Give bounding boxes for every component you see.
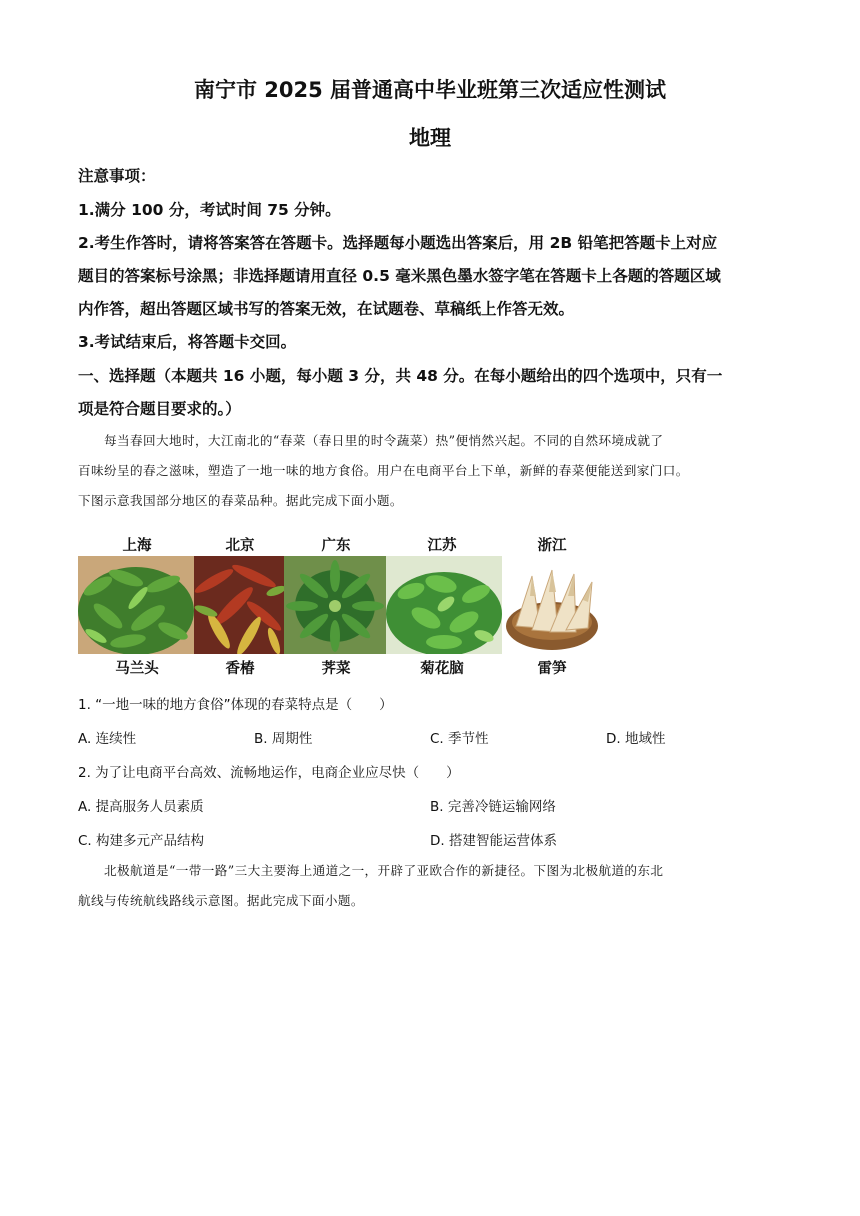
xiangchun-photo	[194, 556, 284, 654]
note-item-2-cont: 题目的答案标号涂黑；非选择题请用直径 0.5 毫米黑色墨水签字笔在答题卡上各题的答题区域	[78, 267, 721, 285]
passage-line: 北极航道是“一带一路”三大主要海上通道之一，开辟了亚欧合作的新捷径。下图为北极航道的东北	[104, 863, 664, 878]
vegetable-label: 荠菜	[321, 661, 351, 677]
passage-line: 百味纷呈的春之滋味，塑造了一地一味的地方食俗。用户在电商平台上下单，新鲜的春菜便能送到家门口。	[78, 463, 689, 478]
note-item-1: 1.满分 100 分，考试时间 75 分钟。	[78, 201, 341, 219]
region-label: 江苏	[427, 538, 457, 554]
q1-option-a: A. 连续性	[78, 731, 137, 747]
region-label: 上海	[122, 538, 152, 554]
passage-line: 下图示意我国部分地区的春菜品种。据此完成下面小题。	[78, 493, 403, 508]
note-item-2: 2.考生作答时，请将答案答在答题卡。选择题每小题选出答案后，用 2B 铅笔把答题卡上对应	[78, 234, 718, 252]
passage-line: 每当春回大地时，大江南北的“春菜（春日里的时令蔬菜）热”便悄然兴起。不同的自然环境成就了	[104, 433, 664, 448]
q2-option-a: A. 提高服务人员素质	[78, 799, 204, 815]
vegetable-label: 菊花脑	[420, 661, 464, 677]
q2-option-d: D. 搭建智能运营体系	[430, 833, 557, 849]
q1-option-c: C. 季节性	[430, 731, 489, 747]
question-2-stem: 2. 为了让电商平台高效、流畅地运作，电商企业应尽快（ ）	[78, 765, 460, 781]
section-heading-cont: 项是符合题目要求的。）	[78, 400, 241, 418]
passage-line: 航线与传统航线路线示意图。据此完成下面小题。	[78, 893, 364, 908]
subject-title: 地理	[409, 126, 451, 150]
q1-option-d: D. 地域性	[606, 731, 666, 747]
vegetable-label: 雷笋	[537, 661, 567, 677]
region-label: 广东	[321, 538, 351, 554]
question-1-stem: 1. “一地一味的地方食俗”体现的春菜特点是（ ）	[78, 697, 393, 713]
note-item-2-cont2: 内作答，超出答题区域书写的答案无效，在试题卷、草稿纸上作答无效。	[78, 300, 575, 318]
passage-arctic-route	[78, 856, 790, 916]
region-label: 浙江	[537, 538, 567, 554]
q1-option-b: B. 周期性	[254, 731, 313, 747]
region-label: 北京	[225, 538, 255, 554]
passage-spring-vegetables	[78, 426, 790, 516]
vegetable-label: 马兰头	[115, 661, 159, 677]
juhuanao-photo	[386, 556, 502, 654]
note-item-3: 3.考试结束后，将答题卡交回。	[78, 333, 297, 351]
q2-option-b: B. 完善冷链运输网络	[430, 799, 556, 815]
leisun-photo	[502, 556, 604, 654]
vegetable-label: 香椿	[225, 661, 255, 677]
exam-title: 南宁市 2025 届普通高中毕业班第三次适应性测试	[193, 78, 667, 102]
jicai-photo	[284, 556, 386, 654]
malantou-photo	[78, 556, 194, 654]
section-heading: 一、选择题（本题共 16 小题，每小题 3 分，共 48 分。在每小题给出的四个选项中，只有一	[78, 367, 723, 385]
q2-option-c: C. 构建多元产品结构	[78, 833, 205, 849]
notes-heading: 注意事项：	[78, 167, 156, 185]
